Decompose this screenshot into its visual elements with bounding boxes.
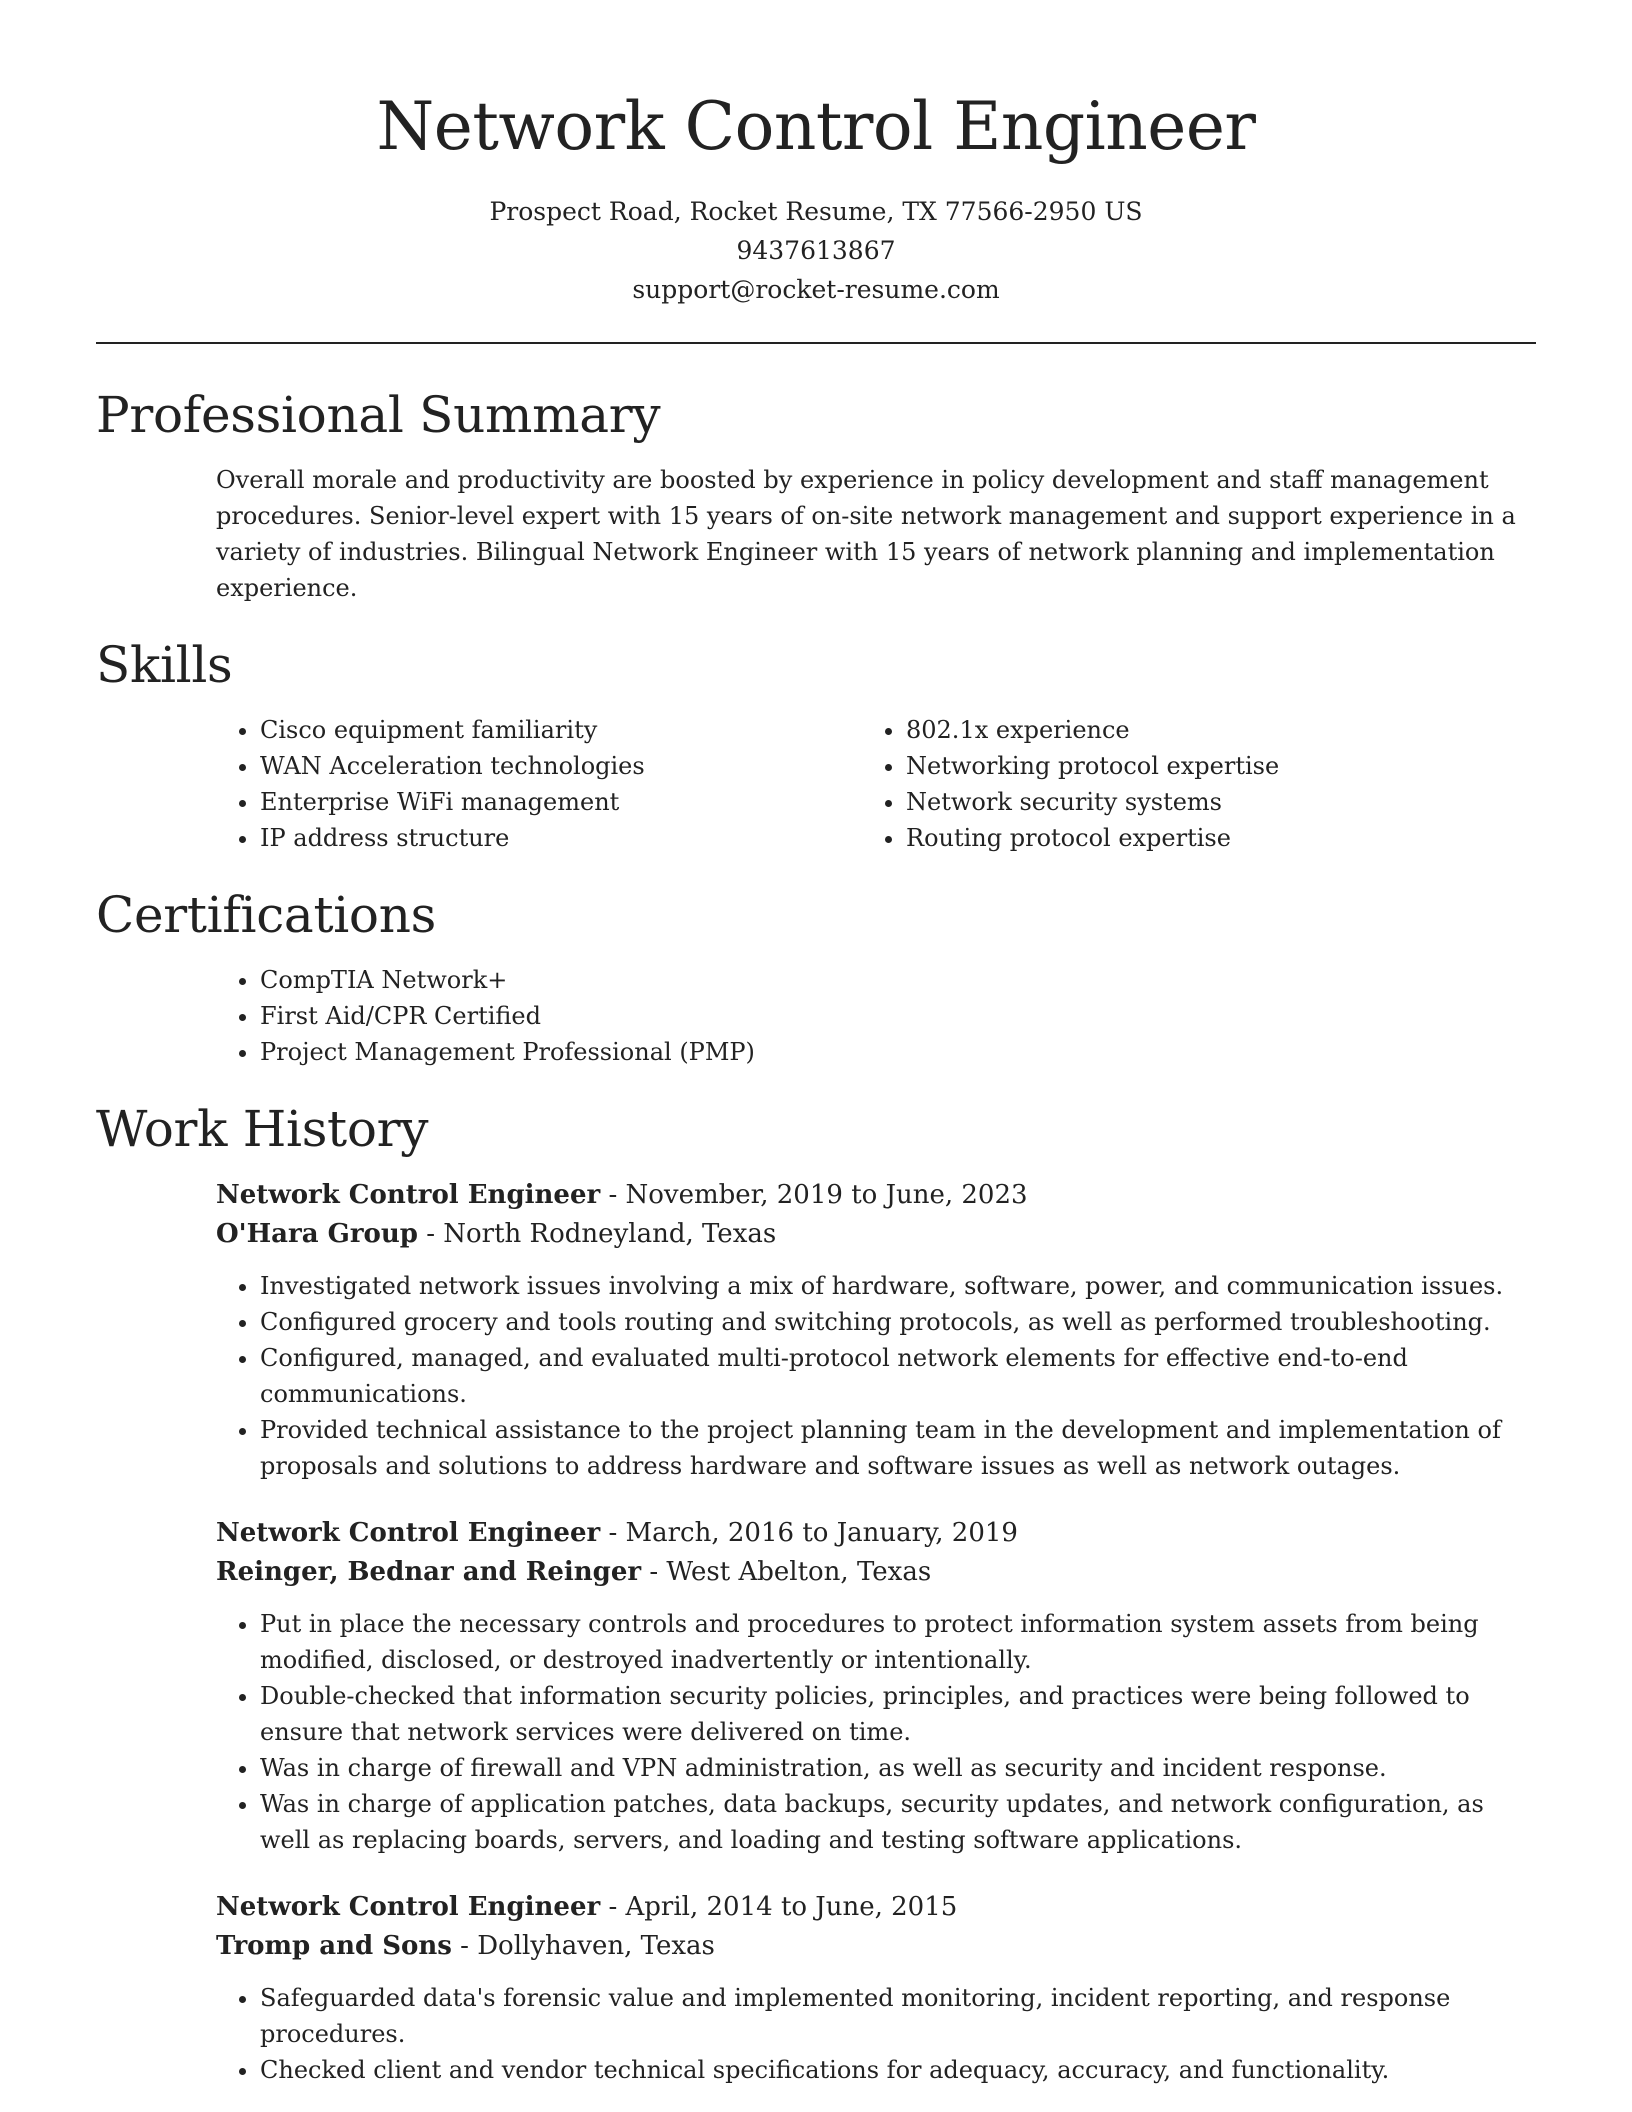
- summary-heading: Professional Summary: [96, 386, 661, 444]
- skill-item: • Routing protocol expertise: [906, 820, 1536, 856]
- job-bullet: • Double-checked that information security policies, principles, and practices were being followed to ensure that network services were delivered on time.: [260, 1678, 1536, 1750]
- job-company: O'Hara Group: [216, 1219, 418, 1249]
- skills-column-left: [96, 712, 746, 856]
- certification-item: • CompTIA Network+: [260, 962, 1536, 998]
- job-location: - Dollyhaven, Texas: [451, 1931, 715, 1961]
- skill-item: • Cisco equipment familiarity: [260, 712, 746, 748]
- contact-block: [0, 192, 1632, 309]
- job-title: Network Control Engineer: [216, 1518, 601, 1548]
- skills-column-right: [746, 712, 1536, 856]
- job-title: Network Control Engineer: [216, 1892, 601, 1922]
- work-history-heading: Work History: [96, 1100, 429, 1158]
- job-bullet: • Was in charge of firewall and VPN administration, as well as security and incident response.: [260, 1750, 1536, 1786]
- job-bullets: [216, 1980, 1536, 2088]
- job-company: Reinger, Bednar and Reinger: [216, 1557, 642, 1587]
- job-bullets: [216, 1606, 1536, 1858]
- job-title-line: [216, 1888, 1536, 1927]
- job-bullet: • Configured grocery and tools routing and switching protocols, as well as performed troubleshooting.: [260, 1304, 1536, 1340]
- skill-item: • Enterprise WiFi management: [260, 784, 746, 820]
- skill-item: • Networking protocol expertise: [906, 748, 1536, 784]
- work-history-section: [96, 1094, 1536, 2088]
- job-location: - West Abelton, Texas: [641, 1557, 932, 1587]
- job-company-line: [216, 1927, 1536, 1966]
- summary-section: [96, 380, 1536, 606]
- job-bullets: [216, 1268, 1536, 1484]
- certifications-section: [96, 880, 1536, 1070]
- job-title-line: [216, 1514, 1536, 1553]
- skill-item: • IP address structure: [260, 820, 746, 856]
- job-title-line: [216, 1176, 1536, 1215]
- skill-item: • WAN Acceleration technologies: [260, 748, 746, 784]
- email: support@rocket-resume.com: [632, 275, 1000, 304]
- job-entry: [216, 1176, 1536, 1484]
- skills-section: [96, 630, 1536, 856]
- candidate-name: Network Control Engineer: [376, 88, 1256, 165]
- job-dates: - November, 2019 to June, 2023: [600, 1180, 1028, 1210]
- job-entry: [216, 1514, 1536, 1858]
- job-bullet: • Safeguarded data's forensic value and implemented monitoring, incident reporting, and response procedures.: [260, 1980, 1536, 2052]
- job-bullet: • Was in charge of application patches, data backups, security updates, and network configuration, as well as replacing boards, servers, and loading and testing software applications.: [260, 1786, 1536, 1858]
- skill-item: • 802.1x experience: [906, 712, 1536, 748]
- job-entry: [216, 1888, 1536, 2088]
- header-divider: [96, 342, 1536, 344]
- job-dates: - April, 2014 to June, 2015: [600, 1892, 958, 1922]
- job-bullet: • Configured, managed, and evaluated multi-protocol network elements for effective end-to-end communications.: [260, 1340, 1536, 1412]
- certifications-list: [96, 962, 1536, 1070]
- phone: 9437613867: [736, 236, 896, 265]
- job-bullet: • Checked client and vendor technical specifications for adequacy, accuracy, and functionality.: [260, 2052, 1536, 2088]
- job-bullet: • Put in place the necessary controls and procedures to protect information system assets from being modified, disclosed, or destroyed inadvertently or intentionally.: [260, 1606, 1536, 1678]
- summary-text: Overall morale and productivity are boosted by experience in policy development and staff management procedures. Senior-level expert with 15 years of on-site network management and support experience in a variety of industries. Bilingual Network Engineer with 15 years of network planning and implementation experience.: [216, 466, 1516, 602]
- job-location: - North Rodneyland, Texas: [417, 1219, 777, 1249]
- job-company-line: [216, 1215, 1536, 1254]
- job-company: Tromp and Sons: [216, 1931, 452, 1961]
- skills-columns: [96, 712, 1536, 856]
- certification-item: • Project Management Professional (PMP): [260, 1034, 1536, 1070]
- job-title: Network Control Engineer: [216, 1180, 601, 1210]
- skills-heading: Skills: [96, 636, 233, 694]
- job-bullet: • Provided technical assistance to the project planning team in the development and implementation of proposals and solutions to address hardware and software issues as well as network outages.: [260, 1412, 1536, 1484]
- job-bullet: • Investigated network issues involving a mix of hardware, software, power, and communication issues.: [260, 1268, 1536, 1304]
- job-dates: - March, 2016 to January, 2019: [600, 1518, 1018, 1548]
- resume-content: [96, 380, 1536, 2088]
- skill-item: • Network security systems: [906, 784, 1536, 820]
- certification-item: • First Aid/CPR Certified: [260, 998, 1536, 1034]
- resume-header: [0, 0, 1632, 309]
- address: Prospect Road, Rocket Resume, TX 77566-2950 US: [489, 197, 1143, 226]
- job-company-line: [216, 1553, 1536, 1592]
- certifications-heading: Certifications: [96, 886, 436, 944]
